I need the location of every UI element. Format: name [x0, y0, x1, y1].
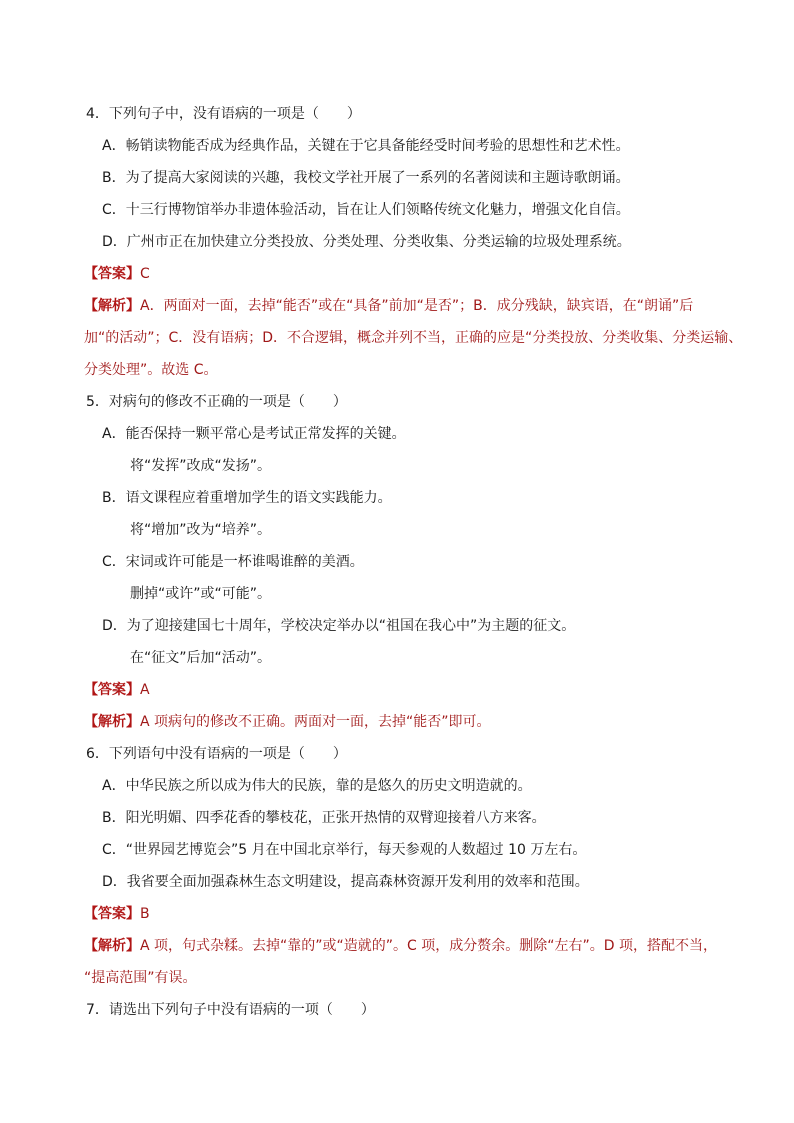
question-4-stem: 4．下列句子中，没有语病的一项是（ ） — [86, 106, 361, 122]
question-4-option-a: A．畅销读物能否成为经典作品，关键在于它具备能经受时间考验的思想性和艺术性。 — [102, 138, 630, 154]
question-4-option-b: B．为了提高大家阅读的兴趣，我校文学社开展了一系列的名著阅读和主题诗歌朗诵。 — [102, 170, 630, 186]
question-6-option-d: D．我省要全面加强森林生态文明建设，提高森林资源开发利用的效率和范围。 — [102, 874, 589, 890]
question-5-stem: 5．对病句的修改不正确的一项是（ ） — [86, 394, 347, 410]
question-5-answer — [0, 680, 754, 700]
question-6-option-a: A．中华民族之所以成为伟大的民族，靠的是悠久的历史文明造就的。 — [102, 778, 532, 794]
question-5-fix-a: 将“发挥”改成“发扬”。 — [130, 458, 272, 474]
answer-value: B — [140, 906, 150, 922]
question-6-answer — [0, 904, 754, 924]
question-6-option-c: C．“世界园艺博览会”5 月在中国北京举行，每天参观的人数超过 10 万左右。 — [102, 842, 587, 858]
question-6-stem: 6．下列语句中没有语病的一项是（ ） — [86, 746, 347, 762]
analysis-text: A 项病句的修改不正确。两面对一面，去掉“能否”即可。 — [140, 714, 491, 730]
question-6-option-b: B．阳光明媚、四季花香的攀枝花，正张开热情的双臂迎接着八方来客。 — [102, 810, 546, 826]
question-7-stem: 7．请选出下列句子中没有语病的一项（ ） — [86, 1002, 375, 1018]
answer-tag: 【答案】 — [84, 906, 140, 922]
analysis-text: A 项，句式杂糅。去掉“靠的”或“造就的”。C 项，成分赘余。删除“左右”。D 项，搭配不当， — [140, 938, 717, 954]
answer-tag: 【答案】 — [84, 266, 140, 282]
analysis-tag: 【解析】 — [84, 298, 140, 314]
question-4-option-d: D．广州市正在加快建立分类投放、分类处理、分类收集、分类运输的垃圾处理系统。 — [102, 234, 631, 250]
analysis-text: A．两面对一面，去掉“能否”或在“具备”前加“是否”；B．成分残缺，缺宾语，在“朗诵”后 — [140, 298, 694, 314]
question-5-option-b: B．语文课程应着重增加学生的语文实践能力。 — [102, 490, 392, 506]
analysis-tag: 【解析】 — [84, 938, 140, 954]
question-6-analysis-line-2: “提高范围”有误。 — [84, 970, 197, 986]
question-5-fix-d: 在“征文”后加“活动”。 — [130, 650, 272, 666]
question-4-analysis-line-1 — [0, 296, 754, 316]
answer-value: A — [140, 682, 150, 698]
question-5-fix-b: 将“增加”改为“培养”。 — [130, 522, 272, 538]
question-4-option-c: C．十三行博物馆举办非遗体验活动，旨在让人们领略传统文化魅力，增强文化自信。 — [102, 202, 630, 218]
question-5-option-a: A．能否保持一颗平常心是考试正常发挥的关键。 — [102, 426, 406, 442]
question-4-analysis-line-2: 加“的活动”；C．没有语病；D．不合逻辑，概念并列不当，正确的应是“分类投放、分类收集、分类运输、 — [84, 330, 743, 346]
analysis-tag: 【解析】 — [84, 714, 140, 730]
question-5-option-c: C．宋词或许可能是一杯谁喝谁醉的美酒。 — [102, 554, 364, 570]
question-6-analysis-line-1 — [0, 936, 754, 956]
question-5-option-d: D．为了迎接建国七十周年，学校决定举办以“祖国在我心中”为主题的征文。 — [102, 618, 576, 634]
question-5-analysis — [0, 712, 754, 732]
question-4-answer — [0, 264, 754, 284]
answer-tag: 【答案】 — [84, 682, 140, 698]
question-4-analysis-line-3: 分类处理”。故选 C。 — [84, 362, 218, 378]
answer-value: C — [140, 266, 150, 282]
question-5-fix-c: 删掉“或许”或“可能”。 — [130, 586, 272, 602]
